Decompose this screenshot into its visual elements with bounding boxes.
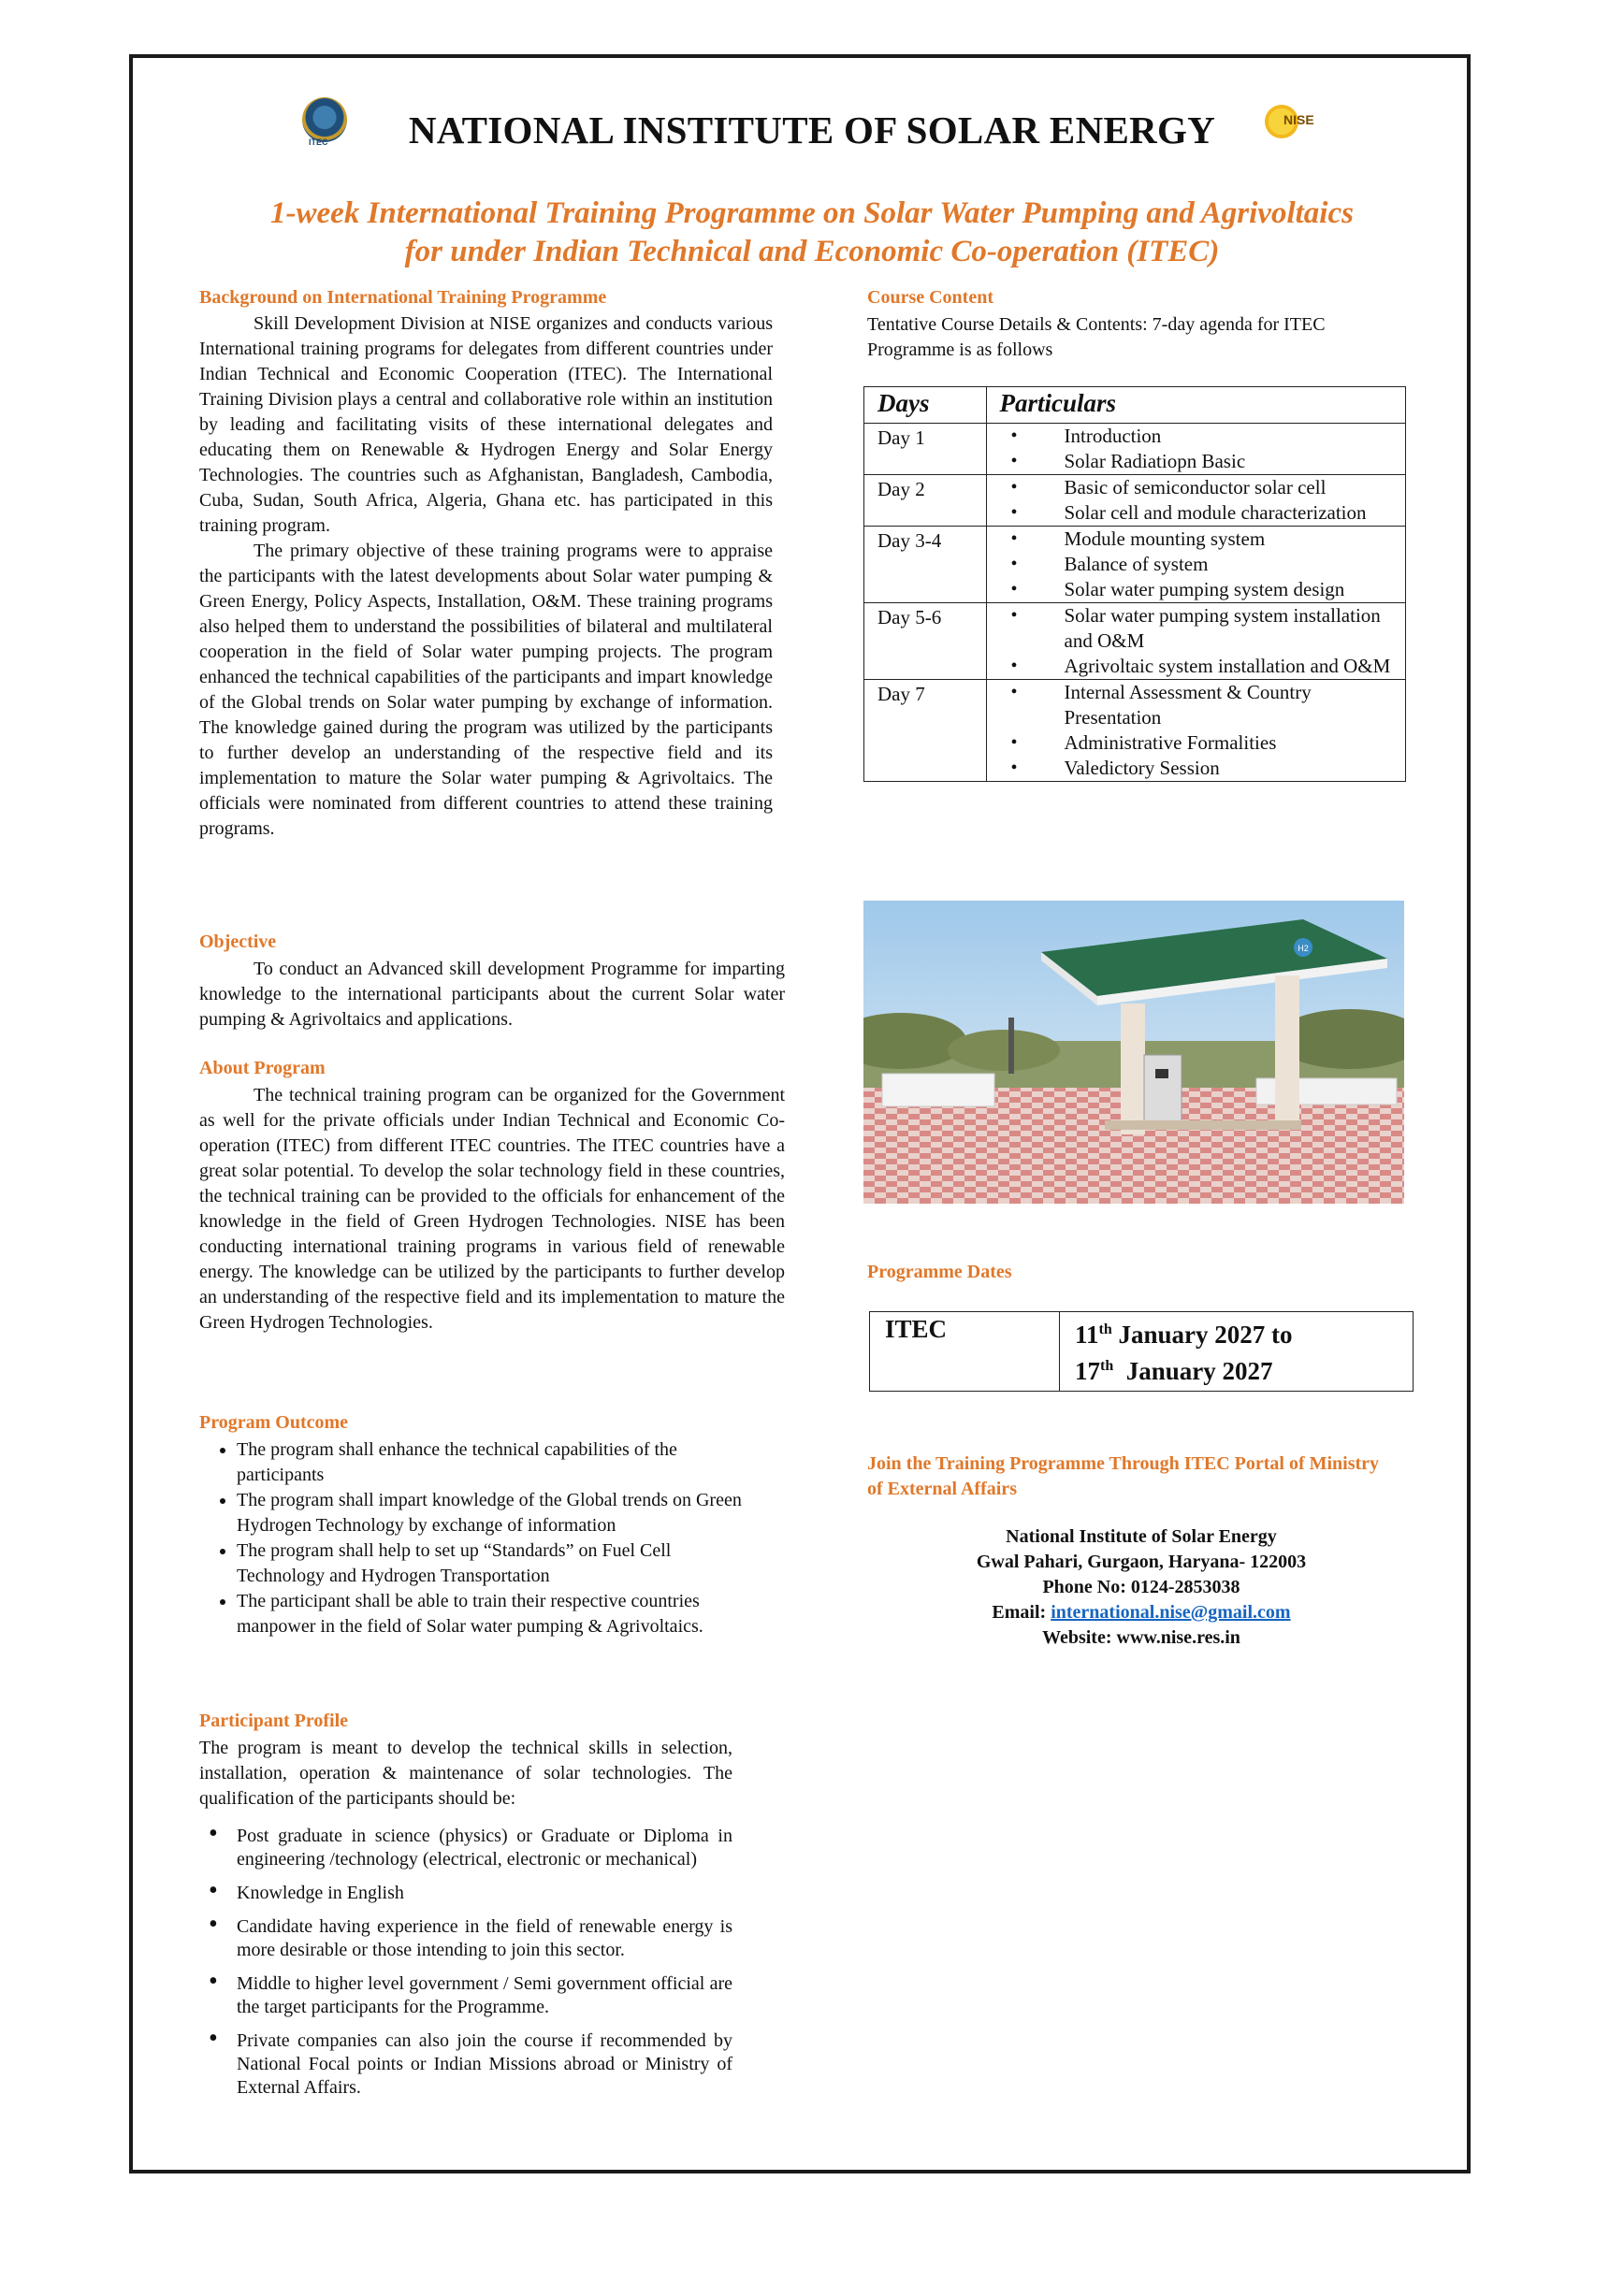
background-heading: Background on International Training Programme <box>199 287 607 308</box>
end-rest: January 2027 <box>1125 1357 1273 1385</box>
itec-logo-text: ITEC <box>309 137 328 147</box>
list-item: • The participant shall be able to train their respective countries manpower in the field of Solar water pumping & Agrivoltaics. <box>237 1589 761 1639</box>
list-item: • Agrivoltaic system installation and O&M <box>987 654 1406 679</box>
end-sup: th <box>1100 1358 1114 1374</box>
contact-block <box>879 1524 1403 1651</box>
course-intro: Tentative Course Details & Contents: 7-day agenda for ITEC Programme is as follows <box>867 314 1326 360</box>
list-item: • Candidate having experience in the field of renewable energy is more desirable or those intending to join this sector. <box>237 1915 732 1962</box>
profile-section <box>199 1736 732 2110</box>
background-para-1: Skill Development Division at NISE organizes and conducts various International training programs for delegates from different countries under Indian Technical and Economic Cooperation (ITEC). The International Training Division plays a central and collaborative role within an institution by leading and facilitating visits of these international delegates and educating them on Renewable & Hydrogen Energy and Solar Energy Technologies. The countries such as Afghanistan, Bangladesh, Cambodia, Cuba, Sudan, South Africa, Algeria, Ghana etc. has participated in this training program. <box>199 313 773 536</box>
dates-table <box>869 1311 1414 1392</box>
list-item: • Post graduate in science (physics) or Graduate or Diploma in engineering /technology (electrical, electronic or mechanical) <box>237 1825 732 1871</box>
table-row <box>864 527 1406 603</box>
hydrogen-station-image <box>863 901 1404 1204</box>
end-day: 17 <box>1075 1357 1100 1385</box>
about-text: The technical training program can be organized for the Government as well for the private officials under Indian Technical and Economic Co-operation (ITEC) from different ITEC countries. The ITEC countries have a great solar potential. To develop the solar technology field in these countries, the technical training can be provided to the officials for enhancement of the knowledge in the field of Green Hydrogen Technologies. NISE has been conducting international training programs in various field of renewable energy. The knowledge can be utilized by the participants to further develop an understanding of the respective field and its implementation to mature the Green Hydrogen Technologies. <box>199 1085 785 1333</box>
particulars-cell <box>986 527 1406 603</box>
contact-address: Gwal Pahari, Gurgaon, Haryana- 122003 <box>976 1552 1307 1572</box>
list-item: • Solar cell and module characterization <box>987 500 1406 526</box>
objective-text: To conduct an Advanced skill development Programme for imparting knowledge to the international participants about the current Solar water pumping & Agrivoltaics and applications. <box>199 959 785 1030</box>
table-row <box>864 424 1406 475</box>
subtitle-line-1: 1-week International Training Programme on Solar Water Pumping and Agrivoltaics <box>270 196 1354 230</box>
profile-list <box>199 1825 732 2100</box>
list-item: • Module mounting system <box>987 527 1406 552</box>
list-item: • Valedictory Session <box>987 756 1406 781</box>
email-link[interactable]: international.nise@gmail.com <box>1051 1602 1291 1623</box>
profile-heading: Participant Profile <box>199 1711 349 1731</box>
list-item: • The program shall impart knowledge of the Global trends on Green Hydrogen Technology by exchange of information <box>237 1488 761 1538</box>
about-heading: About Program <box>199 1058 326 1078</box>
contact-website: Website: www.nise.res.in <box>1042 1627 1240 1648</box>
page-title: NATIONAL INSTITUTE OF SOLAR ENERGY <box>408 108 1216 152</box>
col-particulars-header: Particulars <box>986 387 1406 424</box>
course-table <box>863 386 1406 782</box>
col-days-header: Days <box>864 387 987 424</box>
contact-org: National Institute of Solar Energy <box>1006 1526 1277 1547</box>
start-rest: January 2027 to <box>1118 1321 1293 1349</box>
day-cell: Day 3-4 <box>864 527 987 603</box>
nise-logo <box>1265 103 1313 140</box>
table-row <box>864 680 1406 782</box>
dates-label: ITEC <box>870 1312 1060 1392</box>
outcome-section <box>199 1437 761 1639</box>
list-item: • Solar Radiatiopn Basic <box>987 449 1406 474</box>
particulars-cell <box>986 603 1406 680</box>
nise-logo-text: NISE <box>1283 112 1314 127</box>
join-text: Join the Training Programme Through ITEC Portal of Ministry of External Affairs <box>867 1453 1380 1499</box>
list-item: • Solar water pumping system design <box>987 577 1406 602</box>
about-section <box>199 1083 785 1336</box>
objective-heading: Objective <box>199 931 277 952</box>
subtitle-line-2: for under Indian Technical and Economic Co-operation (ITEC) <box>404 235 1220 268</box>
table-header-row <box>864 387 1406 424</box>
dates-value <box>1060 1312 1414 1392</box>
table-row <box>870 1312 1414 1392</box>
contact-email-line <box>879 1600 1403 1625</box>
contact-phone: Phone No: 0124-2853038 <box>1042 1577 1240 1597</box>
objective-section <box>199 957 785 1032</box>
outcome-list <box>199 1437 761 1639</box>
list-item: • Introduction <box>987 424 1406 449</box>
list-item: • Balance of system <box>987 552 1406 577</box>
background-para-2: The primary objective of these training programs were to appraise the participants with the latest developments about Solar water pumping & Green Energy, Policy Aspects, Installation, O&M. These training programs also helped them to understand the possibilities of bilateral and multilateral cooperation in the field of Solar water pumping projects. The program enhanced the technical capabilities of the participants and impart knowledge of the Global trends on Solar water pumping by exchange of information. The knowledge gained during the program was utilized by the participants to further develop an understanding of the respective field and its implementation to mature the Solar water pumping & Agrivoltaics. The officials were nominated from different countries to attend these training programs. <box>199 541 773 839</box>
course-heading: Course Content <box>867 287 993 308</box>
list-item: • Administrative Formalities <box>987 730 1406 756</box>
email-label: Email: <box>992 1602 1047 1623</box>
canopy-badge: H2 <box>1298 944 1309 953</box>
particulars-cell <box>986 475 1406 527</box>
particulars-cell <box>986 680 1406 782</box>
list-item: • Solar water pumping system installation and O&M <box>987 603 1406 654</box>
list-item: • Basic of semiconductor solar cell <box>987 475 1406 500</box>
list-item: • The program shall enhance the technical capabilities of the participants <box>237 1437 761 1488</box>
list-item: • Knowledge in English <box>237 1882 732 1905</box>
day-cell: Day 2 <box>864 475 987 527</box>
background-section <box>199 311 773 842</box>
start-sup: th <box>1098 1321 1112 1337</box>
list-item: • Middle to higher level government / Semi government official are the target participants for the Programme. <box>237 1972 732 2019</box>
list-item: • Internal Assessment & Country Presentation <box>987 680 1406 730</box>
hydrogen-station-photo <box>863 901 1404 1204</box>
day-cell: Day 7 <box>864 680 987 782</box>
table-row <box>864 603 1406 680</box>
outcome-heading: Program Outcome <box>199 1412 349 1433</box>
particulars-cell <box>986 424 1406 475</box>
list-item: • Private companies can also join the course if recommended by National Focal points or Indian Missions abroad or Ministry of External Affairs. <box>237 2029 732 2100</box>
list-item: • The program shall help to set up “Standards” on Fuel Cell Technology and Hydrogen Transportation <box>237 1538 761 1589</box>
profile-intro: The program is meant to develop the technical skills in selection, installation, operation & maintenance of solar technologies. The qualification of the participants should be: <box>199 1738 732 1809</box>
day-cell: Day 1 <box>864 424 987 475</box>
dates-heading: Programme Dates <box>867 1262 1012 1282</box>
table-row <box>864 475 1406 527</box>
day-cell: Day 5-6 <box>864 603 987 680</box>
start-day: 11 <box>1075 1321 1099 1349</box>
